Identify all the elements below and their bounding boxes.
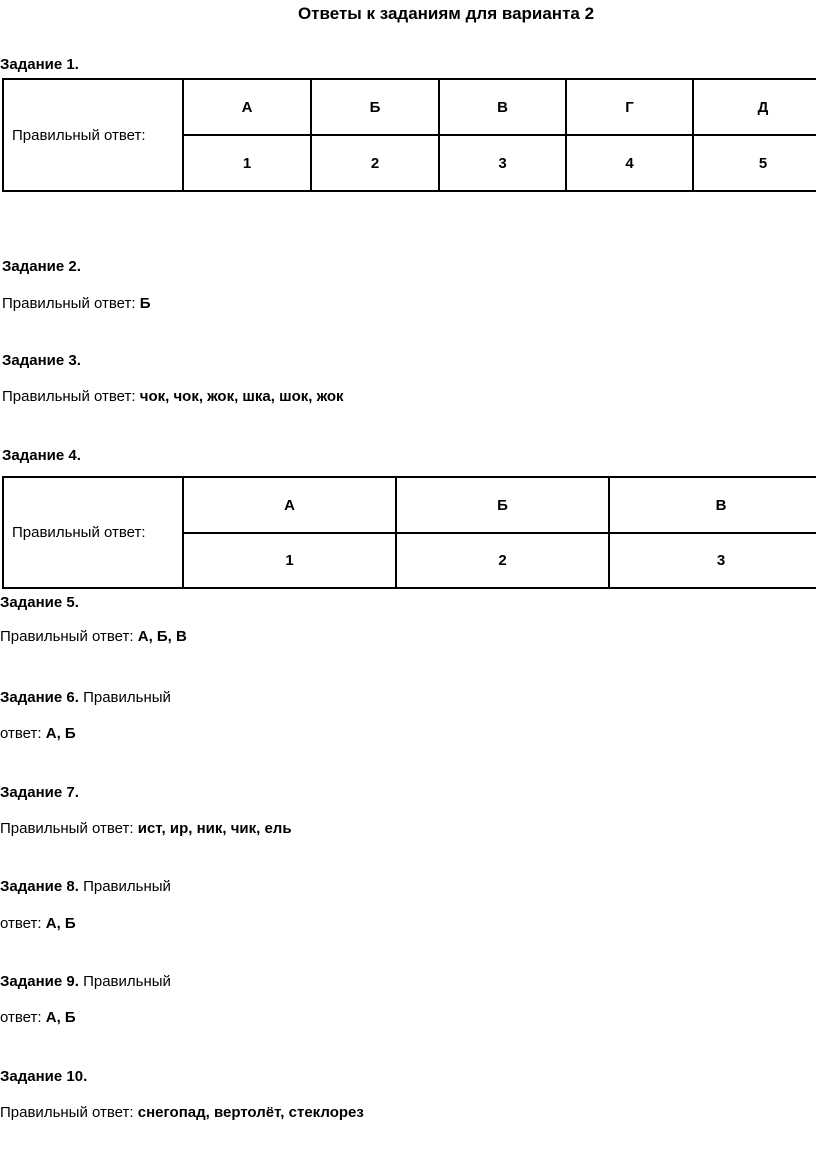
task-5-answer: А, Б, В (137, 628, 187, 645)
task-6-answer-line (0, 725, 76, 742)
task-2-answer-line (2, 295, 151, 312)
task-4-heading: Задание 4. (2, 447, 81, 464)
task-1-number-cell: 1 (183, 135, 311, 191)
task-1-number-cell: 3 (439, 135, 566, 191)
task-9-heading: Задание 9. (0, 973, 79, 990)
task-7-heading: Задание 7. (0, 784, 79, 801)
task-8-heading: Задание 8. (0, 878, 79, 895)
task-4-number-cell: 3 (609, 533, 816, 588)
task-1-label: Правильный ответ: (3, 79, 183, 191)
task-2-answer: Б (139, 295, 151, 312)
task-9-label-part2: ответ: (0, 1009, 46, 1026)
page-title: Ответы к заданиям для варианта 2 (297, 4, 595, 23)
task-10-answer: снегопад, вертолёт, стеклорез (137, 1104, 364, 1121)
task-7-label: Правильный ответ: (0, 820, 138, 837)
task-4-letter-cell: В (609, 477, 816, 533)
task-3-answer-line (2, 388, 344, 405)
task-5-answer-line (0, 628, 187, 645)
task-4-letter-cell: Б (396, 477, 609, 533)
task-9-answer: А, Б (45, 1009, 76, 1026)
task-6-label-part2: ответ: (0, 725, 46, 742)
task-1-number-cell: 2 (311, 135, 439, 191)
task-10-label: Правильный ответ: (0, 1104, 138, 1121)
task-1-answer-table (2, 78, 816, 192)
task-1-heading: Задание 1. (0, 56, 79, 73)
task-7-answer: ист, ир, ник, чик, ель (137, 820, 292, 837)
task-10-answer-line (0, 1104, 364, 1121)
task-3-answer: чок, чок, жок, шка, шок, жок (139, 388, 344, 405)
task-9-answer-line (0, 1009, 76, 1026)
task-1-number-cell: 5 (693, 135, 816, 191)
task-6-heading-line (0, 689, 171, 706)
task-8-answer-line (0, 915, 76, 932)
task-10-heading: Задание 10. (0, 1068, 88, 1085)
task-3-heading: Задание 3. (2, 352, 81, 369)
task-3-label: Правильный ответ: (2, 388, 140, 405)
task-1-letter-cell: А (183, 79, 311, 135)
task-8-answer: А, Б (45, 915, 76, 932)
task-9-heading-line (0, 973, 171, 990)
task-1-letter-cell: Б (311, 79, 439, 135)
task-2-heading: Задание 2. (2, 258, 81, 275)
task-4-label: Правильный ответ: (3, 477, 183, 588)
task-4-number-cell: 2 (396, 533, 609, 588)
task-1-letter-cell: Д (693, 79, 816, 135)
task-6-label-part1: Правильный (78, 689, 171, 706)
task-2-label: Правильный ответ: (2, 295, 140, 312)
task-8-heading-line (0, 878, 171, 895)
task-4-answer-table (2, 476, 816, 589)
task-4-letter-cell: А (183, 477, 396, 533)
task-9-label-part1: Правильный (78, 973, 171, 990)
task-1-letter-cell: В (439, 79, 566, 135)
task-8-label-part2: ответ: (0, 915, 46, 932)
task-1-number-cell: 4 (566, 135, 693, 191)
task-5-label: Правильный ответ: (0, 628, 138, 645)
task-6-heading: Задание 6. (0, 689, 79, 706)
task-1-letter-cell: Г (566, 79, 693, 135)
task-5-heading: Задание 5. (0, 594, 79, 611)
task-6-answer: А, Б (45, 725, 76, 742)
task-4-number-cell: 1 (183, 533, 396, 588)
task-7-answer-line (0, 820, 292, 837)
task-8-label-part1: Правильный (78, 878, 171, 895)
